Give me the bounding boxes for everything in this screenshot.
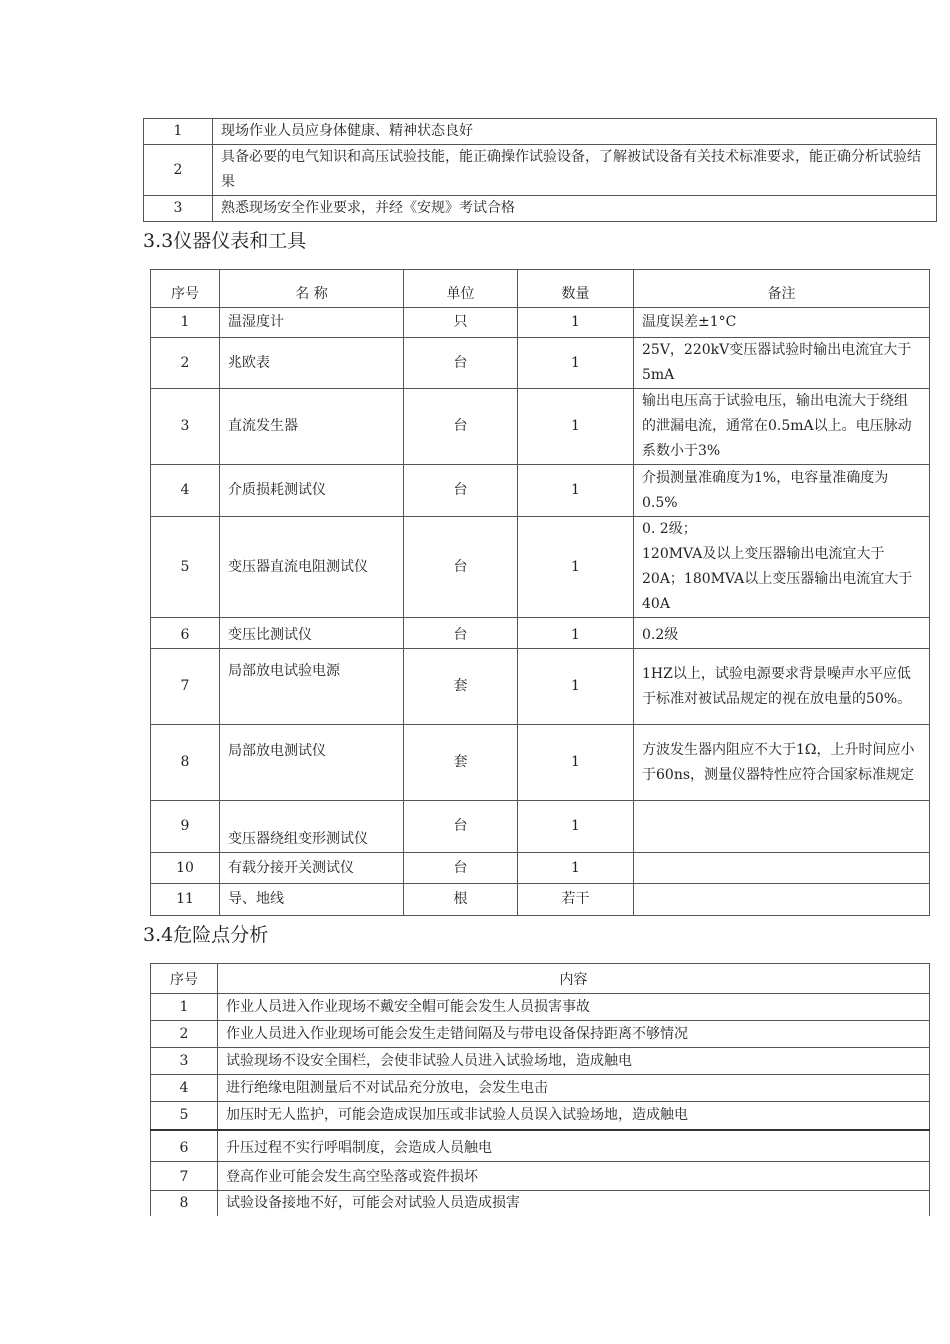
instrument-name: 局部放电测试仪 [220,725,404,801]
instrument-note: 1HZ以上，试验电源要求背景噪声水平应低于标准对被试品规定的视在放电量的50%。 [634,649,930,725]
table-row [151,1191,930,1217]
header-qty: 数量 [518,270,634,308]
hazard-text: 试验现场不设安全围栏，会使非试验人员进入试验场地，造成触电 [218,1048,930,1075]
hazard-text: 登高作业可能会发生高空坠落或瓷件损坏 [218,1162,930,1191]
instrument-qty: 1 [518,853,634,884]
instrument-qty: 1 [518,517,634,618]
row-number: 9 [151,801,220,853]
row-number: 7 [151,1162,218,1191]
header-content: 内容 [218,964,930,994]
instrument-qty: 若干 [518,884,634,916]
header-note: 备注 [634,270,930,308]
row-number: 6 [151,1130,218,1162]
instrument-qty: 1 [518,465,634,517]
instrument-unit: 根 [404,884,518,916]
table-row [144,145,937,196]
row-number: 4 [151,1075,218,1102]
instrument-unit: 台 [404,338,518,389]
row-number: 7 [151,649,220,725]
instrument-name: 变压器直流电阻测试仪 [220,517,404,618]
header-name: 名 称 [220,270,404,308]
instrument-note: 输出电压高于试验电压，输出电流大于绕组的泄漏电流，通常在0.5mA以上。电压脉动系数小于3% [634,389,930,465]
instrument-name: 介质损耗测试仪 [220,465,404,517]
table-row [151,725,930,801]
hazard-text: 作业人员进入作业现场可能会发生走错间隔及与带电设备保持距离不够情况 [218,1021,930,1048]
instrument-unit: 台 [404,853,518,884]
requirement-text: 具备必要的电气知识和高压试验技能，能正确操作试验设备，了解被试设备有关技术标准要求，能正确分析试验结果 [213,145,937,196]
row-number: 1 [151,308,220,338]
qualifications-table [143,118,937,222]
instrument-unit: 只 [404,308,518,338]
table-row [151,618,930,649]
row-number: 2 [151,1021,218,1048]
row-number: 10 [151,853,220,884]
instrument-name: 直流发生器 [220,389,404,465]
row-number: 11 [151,884,220,916]
instrument-note [634,853,930,884]
row-number: 3 [144,196,213,222]
hazard-text: 升压过程不实行呼唱制度，会造成人员触电 [218,1130,930,1162]
instruments-table [150,269,930,916]
instrument-unit: 台 [404,801,518,853]
instrument-qty: 1 [518,308,634,338]
requirement-text: 熟悉现场安全作业要求，并经《安规》考试合格 [213,196,937,222]
instrument-note: 0. 2级； 120MVA及以上变压器输出电流宜大于20A；180MVA以上变压器输出电流宜大于40A [634,517,930,618]
instrument-unit: 台 [404,517,518,618]
instrument-qty: 1 [518,338,634,389]
table-row [151,994,930,1021]
section-heading-instruments: 3.3仪器仪表和工具 [143,230,307,252]
instrument-unit: 台 [404,465,518,517]
instrument-unit: 台 [404,618,518,649]
table-row [151,1162,930,1191]
row-number: 5 [151,517,220,618]
table-row [144,196,937,222]
table-row [151,1102,930,1130]
row-number: 3 [151,389,220,465]
instrument-name: 局部放电试验电源 [220,649,404,725]
table-row [151,1048,930,1075]
instrument-note: 温度误差±1°C [634,308,930,338]
instrument-qty: 1 [518,649,634,725]
table-header-row [151,964,930,994]
row-number: 5 [151,1102,218,1130]
row-number: 4 [151,465,220,517]
instrument-qty: 1 [518,618,634,649]
instrument-note [634,801,930,853]
table-row [151,465,930,517]
hazard-text: 作业人员进入作业现场不戴安全帽可能会发生人员损害事故 [218,994,930,1021]
requirement-text: 现场作业人员应身体健康、精神状态良好 [213,119,937,145]
hazard-text: 加压时无人监护，可能会造成误加压或非试验人员误入试验场地，造成触电 [218,1102,930,1130]
instrument-note: 介损测量准确度为1%，电容量准确度为0.5% [634,465,930,517]
instrument-name: 兆欧表 [220,338,404,389]
instrument-name: 变压器绕组变形测试仪 [220,801,404,853]
table-row [151,338,930,389]
table-header-row [151,270,930,308]
table-row [151,1130,930,1162]
instrument-name: 变压比测试仪 [220,618,404,649]
table-row [151,853,930,884]
table-row [151,649,930,725]
table-row [144,119,937,145]
instrument-qty: 1 [518,389,634,465]
instrument-name: 导、地线 [220,884,404,916]
row-number: 2 [144,145,213,196]
row-number: 6 [151,618,220,649]
table-row [151,308,930,338]
instrument-note: 0.2级 [634,618,930,649]
instrument-name: 温湿度计 [220,308,404,338]
instrument-unit: 套 [404,649,518,725]
instrument-unit: 套 [404,725,518,801]
hazard-text: 进行绝缘电阻测量后不对试品充分放电，会发生电击 [218,1075,930,1102]
header-no: 序号 [151,270,220,308]
section-heading-hazards: 3.4危险点分析 [143,924,269,946]
instrument-note: 方波发生器内阻应不大于1Ω，上升时间应小于60ns，测量仪器特性应符合国家标准规定 [634,725,930,801]
row-number: 1 [144,119,213,145]
instrument-note: 25V，220kV变压器试验时输出电流宜大于5mA [634,338,930,389]
instrument-qty: 1 [518,725,634,801]
table-row [151,517,930,618]
header-unit: 单位 [404,270,518,308]
table-row [151,389,930,465]
table-row [151,1075,930,1102]
table-row [151,1021,930,1048]
instrument-name: 有载分接开关测试仪 [220,853,404,884]
row-number: 2 [151,338,220,389]
header-no: 序号 [151,964,218,994]
instrument-unit: 台 [404,389,518,465]
hazard-text: 试验设备接地不好，可能会对试验人员造成损害 [218,1191,930,1217]
row-number: 8 [151,1191,218,1217]
table-row [151,884,930,916]
table-row [151,801,930,853]
row-number: 8 [151,725,220,801]
hazards-table [150,963,930,1216]
row-number: 1 [151,994,218,1021]
instrument-note [634,884,930,916]
instrument-qty: 1 [518,801,634,853]
row-number: 3 [151,1048,218,1075]
